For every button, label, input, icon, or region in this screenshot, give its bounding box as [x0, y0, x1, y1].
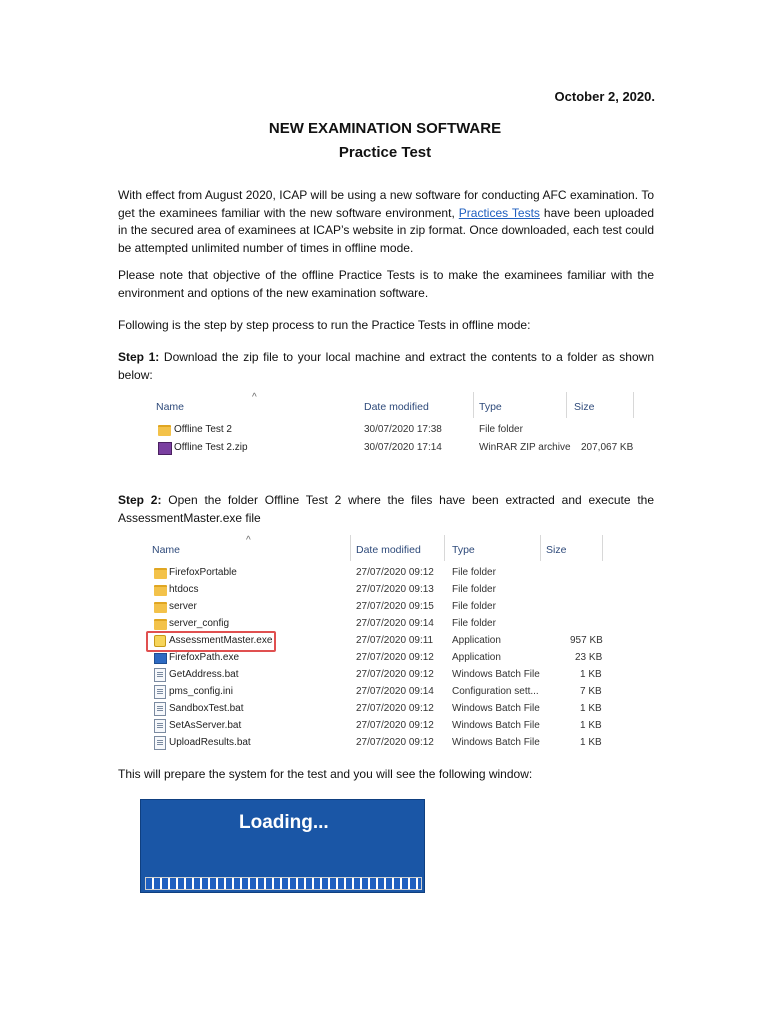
folder-icon [154, 568, 167, 579]
file-row[interactable] [140, 423, 640, 437]
file-type: File folder [452, 618, 496, 629]
column-header-date[interactable]: Date modified [364, 401, 429, 413]
file-size: 957 KB [570, 635, 603, 646]
step2-label: Step 2: [118, 493, 162, 507]
file-explorer-offline-test-2 [138, 533, 608, 753]
file-name: GetAddress.bat [169, 669, 239, 680]
step1-text: Download the zip file to your local machine and extract the contents to a folder as shown below: [118, 350, 654, 382]
folder-icon [158, 425, 171, 436]
file-date: 27/07/2020 09:12 [356, 720, 434, 731]
file-date: 27/07/2020 09:14 [356, 686, 434, 697]
file-row[interactable] [138, 566, 608, 580]
file-size: 1 KB [580, 720, 602, 731]
file-type: File folder [452, 584, 496, 595]
column-header-type[interactable]: Type [452, 544, 475, 556]
file-row[interactable] [138, 600, 608, 614]
file-name: UploadResults.bat [169, 737, 251, 748]
column-header-date[interactable]: Date modified [356, 544, 421, 556]
file-explorer-offline [140, 390, 640, 465]
file-size: 23 KB [575, 652, 603, 663]
file-type: Windows Batch File [452, 669, 540, 680]
file-row[interactable] [138, 668, 608, 682]
following-paragraph: Following is the step by step process to run the Practice Tests in offline mode: [118, 318, 531, 332]
file-name: server_config [169, 618, 230, 629]
file-name: AssessmentMaster.exe [169, 635, 273, 646]
config-file-icon [154, 685, 166, 699]
loading-progress-fill [146, 878, 421, 889]
column-header-size[interactable]: Size [574, 401, 595, 413]
loading-progress-bar [145, 877, 422, 890]
prepare-paragraph: This will prepare the system for the test and you will see the following window: [118, 767, 533, 781]
file-name: Offline Test 2 [174, 424, 232, 435]
file-date: 27/07/2020 09:12 [356, 669, 434, 680]
file-row[interactable] [138, 719, 608, 733]
file-row[interactable] [138, 736, 608, 750]
file-type: Application [452, 652, 501, 663]
batch-file-icon [154, 736, 166, 750]
file-name: FirefoxPortable [169, 567, 237, 578]
file-date: 27/07/2020 09:11 [356, 635, 434, 646]
folder-icon [154, 585, 167, 596]
exe-icon [154, 653, 167, 664]
column-header-name[interactable]: Name [152, 544, 181, 556]
folder-icon [154, 619, 167, 630]
file-row[interactable] [138, 685, 608, 699]
intro-text-end: have been uploaded in the secured area of examinees at ICAP’s website in zip format. Once downloaded, each test could be attempted unlimited number of times in offline mode. [118, 205, 655, 255]
file-row[interactable] [138, 651, 608, 665]
file-name: SetAsServer.bat [169, 720, 242, 731]
file-name: pms_config.ini [169, 686, 233, 697]
column-header-name[interactable]: Name [156, 401, 185, 413]
intro-paragraph [118, 187, 654, 257]
file-size: 1 KB [580, 737, 602, 748]
selection-highlight [146, 631, 276, 652]
step1-label: Step 1: [118, 350, 160, 364]
file-name: FirefoxPath.exe [169, 652, 240, 663]
step1-paragraph [118, 349, 654, 384]
file-type: Windows Batch File [452, 703, 540, 714]
batch-file-icon [154, 702, 166, 716]
file-type: WinRAR ZIP archive [479, 442, 571, 453]
file-name: htdocs [169, 584, 199, 595]
intro-text-start: With effect from August 2020, ICAP will be using a new software for conducting AFC examination. To get the examinees familiar with the new software environment, [118, 188, 654, 220]
column-header-size[interactable]: Size [546, 544, 567, 556]
document-subtitle: Practice Test [338, 144, 432, 161]
zip-archive-icon [158, 442, 172, 455]
file-date: 27/07/2020 09:15 [356, 601, 434, 612]
file-date: 27/07/2020 09:12 [356, 567, 434, 578]
file-type: Windows Batch File [452, 737, 540, 748]
file-name: server [169, 601, 197, 612]
file-date: 27/07/2020 09:12 [356, 652, 434, 663]
sort-caret-icon: ^ [252, 392, 257, 403]
note-paragraph: Please note that objective of the offline Practice Tests is to make the examinees familiar with the environment and options of the new examination software. [118, 268, 654, 300]
file-size: 1 KB [580, 703, 602, 714]
step2-paragraph [118, 492, 654, 527]
file-date: 30/07/2020 17:38 [364, 424, 442, 435]
file-type: File folder [452, 567, 496, 578]
file-row[interactable] [138, 583, 608, 597]
batch-file-icon [154, 668, 166, 682]
document-date: October 2, 2020. [554, 89, 655, 104]
file-date: 30/07/2020 17:14 [364, 442, 442, 453]
practice-tests-link[interactable]: Practices Tests [458, 205, 540, 220]
loading-text: Loading... [239, 812, 329, 833]
file-date: 27/07/2020 09:13 [356, 584, 434, 595]
file-size: 207,067 KB [581, 442, 634, 453]
sort-caret-icon: ^ [246, 535, 251, 546]
file-row[interactable] [140, 441, 640, 455]
file-name: SandboxTest.bat [169, 703, 244, 714]
file-date: 27/07/2020 09:14 [356, 618, 434, 629]
folder-icon [154, 602, 167, 613]
file-type: Windows Batch File [452, 720, 540, 731]
file-type: Application [452, 635, 501, 646]
column-header-type[interactable]: Type [479, 401, 502, 413]
file-size: 7 KB [580, 686, 602, 697]
file-row[interactable] [138, 617, 608, 631]
file-row[interactable] [138, 702, 608, 716]
file-size: 1 KB [580, 669, 602, 680]
file-type: File folder [479, 424, 523, 435]
batch-file-icon [154, 719, 166, 733]
file-date: 27/07/2020 09:12 [356, 703, 434, 714]
file-date: 27/07/2020 09:12 [356, 737, 434, 748]
step2-text: Open the folder Offline Test 2 where the files have been extracted and execute the AssessmentMaster.exe file [118, 493, 654, 525]
file-type: File folder [452, 601, 496, 612]
loading-window [140, 799, 425, 893]
file-name: Offline Test 2.zip [174, 442, 248, 453]
document-title: NEW EXAMINATION SOFTWARE [268, 120, 502, 137]
file-type: Configuration sett... [452, 686, 539, 697]
